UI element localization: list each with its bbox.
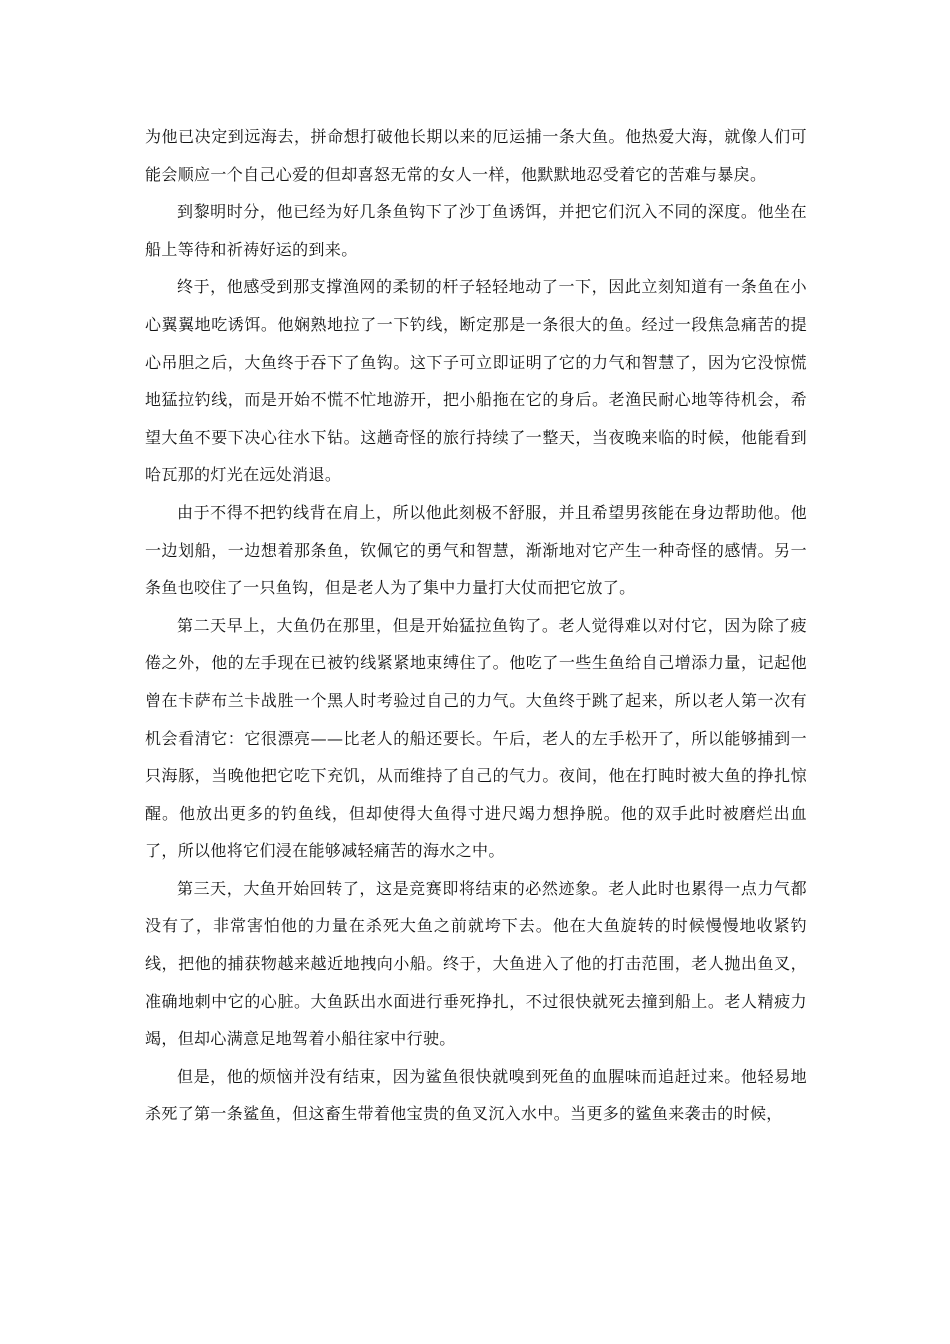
- paragraph: 终于，他感受到那支撑渔网的柔韧的杆子轻轻地动了一下，因此立刻知道有一条鱼在小心翼翼地吃诱饵。他娴熟地拉了一下钓线，断定那是一条很大的鱼。经过一段焦急痛苦的提心吊胆之后，大鱼终于吞下了鱼钩。这下子可立即证明了它的力气和智慧了，因为它没惊慌地猛拉钓线，而是开始不慌不忙地游开，把小船拖在它的身后。老渔民耐心地等待机会，希望大鱼不要下决心往水下钻。这趟奇怪的旅行持续了一整天，当夜晚来临的时候，他能看到哈瓦那的灯光在远处消退。: [145, 277, 807, 485]
- paragraph: 为他已决定到远海去，拼命想打破他长期以来的厄运捕一条大鱼。他热爱大海，就像人们可能会顺应一个自己心爱的但却喜怒无常的女人一样，他默默地忍受着它的苦难与暴戾。: [145, 127, 807, 184]
- paragraph: 但是，他的烦恼并没有结束，因为鲨鱼很快就嗅到死鱼的血腥味而追赶过来。他轻易地杀死了第一条鲨鱼，但这畜生带着他宝贵的鱼叉沉入水中。当更多的鲨鱼来袭击的时候，: [145, 1066, 807, 1124]
- story-text-body: [145, 118, 807, 1133]
- paragraph: 第三天，大鱼开始回转了，这是竞赛即将结束的必然迹象。老人此时也累得一点力气都没有了，非常害怕他的力量在杀死大鱼之前就垮下去。他在大鱼旋转的时候慢慢地收紧钓线，把他的捕获物越来越近地拽向小船。终于，大鱼进入了他的打击范围，老人抛出鱼叉，准确地刺中它的心脏。大鱼跃出水面进行垂死挣扎，不过很快就死去撞到船上。老人精疲力竭，但却心满意足地驾着小船往家中行驶。: [145, 878, 807, 1049]
- paragraph: 由于不得不把钓线背在肩上，所以他此刻极不舒服，并且希望男孩能在身边帮助他。他一边划船，一边想着那条鱼，钦佩它的勇气和智慧，渐渐地对它产生一种奇怪的感情。另一条鱼也咬住了一只鱼钩，但是老人为了集中力量打大仗而把它放了。: [145, 502, 807, 598]
- paragraph: 到黎明时分，他已经为好几条鱼钩下了沙丁鱼诱饵，并把它们沉入不同的深度。他坐在船上等待和祈祷好运的到来。: [145, 202, 807, 259]
- paragraph: 第二天早上，大鱼仍在那里，但是开始猛拉鱼钩了。老人觉得难以对付它，因为除了疲倦之外，他的左手现在已被钓线紧紧地束缚住了。他吃了一些生鱼给自己增添力量，记起他曾在卡萨布兰卡战胜一个黑人时考验过自己的力气。大鱼终于跳了起来，所以老人第一次有机会看清它：它很漂亮——比老人的船还要长。午后，老人的左手松开了，所以能够捕到一只海豚，当晚他把它吃下充饥，从而维持了自己的气力。夜间，他在打盹时被大鱼的挣扎惊醒。他放出更多的钓鱼线，但却使得大鱼得寸进尺竭力想挣脱。他的双手此时被磨烂出血了，所以他将它们浸在能够减轻痛苦的海水之中。: [145, 615, 807, 861]
